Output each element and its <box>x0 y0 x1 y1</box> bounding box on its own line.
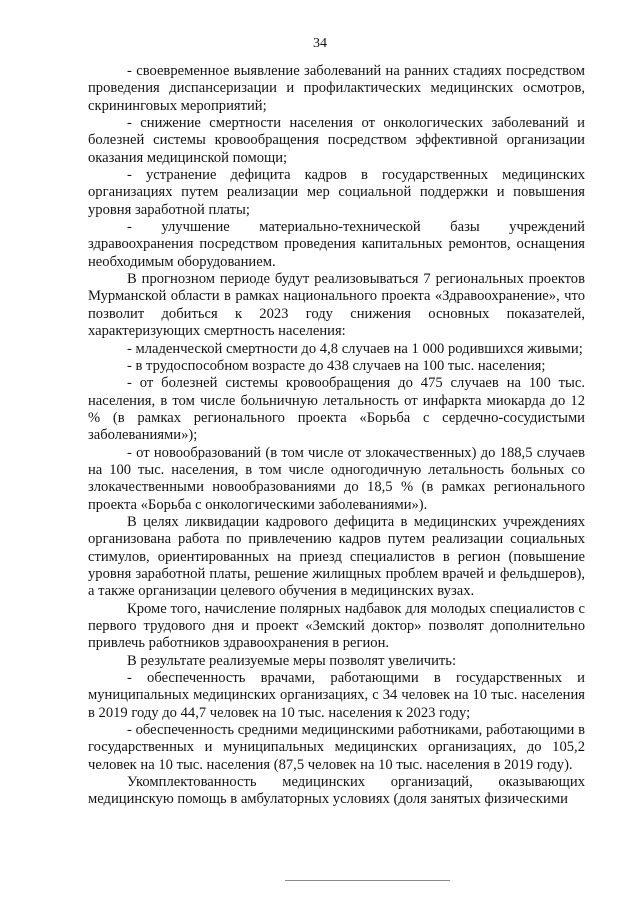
paragraph-4: - улучшение материально-технической базы учреждений здравоохранения посредством проведения капитальных ремонтов, оснащения необходимым оборудованием. <box>88 219 585 270</box>
paragraph-6: - младенческой смертности до 4,8 случаев на 1 000 родившихся живыми; <box>127 340 583 357</box>
paragraph-1: - своевременное выявление заболеваний на ранних стадиях посредством проведения диспансеризации и профилактических медицинских осмотров, скрининговых мероприятий; <box>88 63 585 114</box>
paragraph-12: В результате реализуемые меры позволят увеличить: <box>127 652 457 669</box>
paragraph-7: - в трудоспособном возрасте до 438 случаев на 100 тыс. населения; <box>127 357 546 374</box>
bottom-scan-line <box>285 880 450 881</box>
paragraph-14: - обеспеченность средними медицинскими работниками, работающими в государственных и муниципальных медицинских организациях, до 105,2 человек на 10 тыс. населения (87,5 человек на 10 тыс. населения в 2019 году). <box>88 722 585 773</box>
paragraph-10: В целях ликвидации кадрового дефицита в медицинских учреждениях организована работа по привлечению кадров путем реализации социальных стимулов, ориентированных на приезд специалистов в регион (повышение уровня заработной платы, решение жилищных проблем врачей и фельдшеров), а также организации целевого обучения в медицинских вузах. <box>88 513 585 600</box>
paragraph-2: - снижение смертности населения от онкологических заболеваний и болезней системы кровообращения посредством эффективной организации оказания медицинской помощи; <box>88 115 585 166</box>
document-body <box>88 63 585 809</box>
paragraph-5: В прогнозном периоде будут реализовываться 7 региональных проектов Мурманской области в рамках национального проекта «Здравоохранение», что позволит добиться к 2023 году снижения основных показателей, характеризующих смертность населения: <box>88 271 585 340</box>
paragraph-11: Кроме того, начисление полярных надбавок для молодых специалистов с первого трудового дня и проект «Земский доктор» позволят дополнительно привлечь работников здравоохранения в регион. <box>88 600 585 652</box>
paragraph-3: - устранение дефицита кадров в государственных медицинских организациях путем реализации мер социальной поддержки и повышения уровня заработной платы; <box>88 167 585 218</box>
paragraph-15: Укомплектованность медицинских организаций, оказывающих медицинскую помощь в амбулаторных условиях (доля занятых физическими <box>88 774 585 808</box>
paragraph-8: - от болезней системы кровообращения до 475 случаев на 100 тыс. населения, в том числе больничную летальность от инфаркта миокарда до 12 % (в рамках регионального проекта «Борьба с сердечно-сосудистыми заболеваниями»); <box>88 375 585 444</box>
paragraph-9: - от новообразований (в том числе от злокачественных) до 188,5 случаев на 100 тыс. населения, в том числе одногодичную летальность больных со злокачественными новообразованиями до 18,5 % (в рамках регионального проекта «Борьба с онкологическими заболеваниями»). <box>88 444 585 513</box>
page-number: 34 <box>313 36 327 51</box>
paragraph-13: - обеспеченность врачами, работающими в государственных и муниципальных медицинских организациях, с 34 человек на 10 тыс. населения в 2019 году до 44,7 человек на 10 тыс. населения к 2023 году; <box>88 670 585 721</box>
